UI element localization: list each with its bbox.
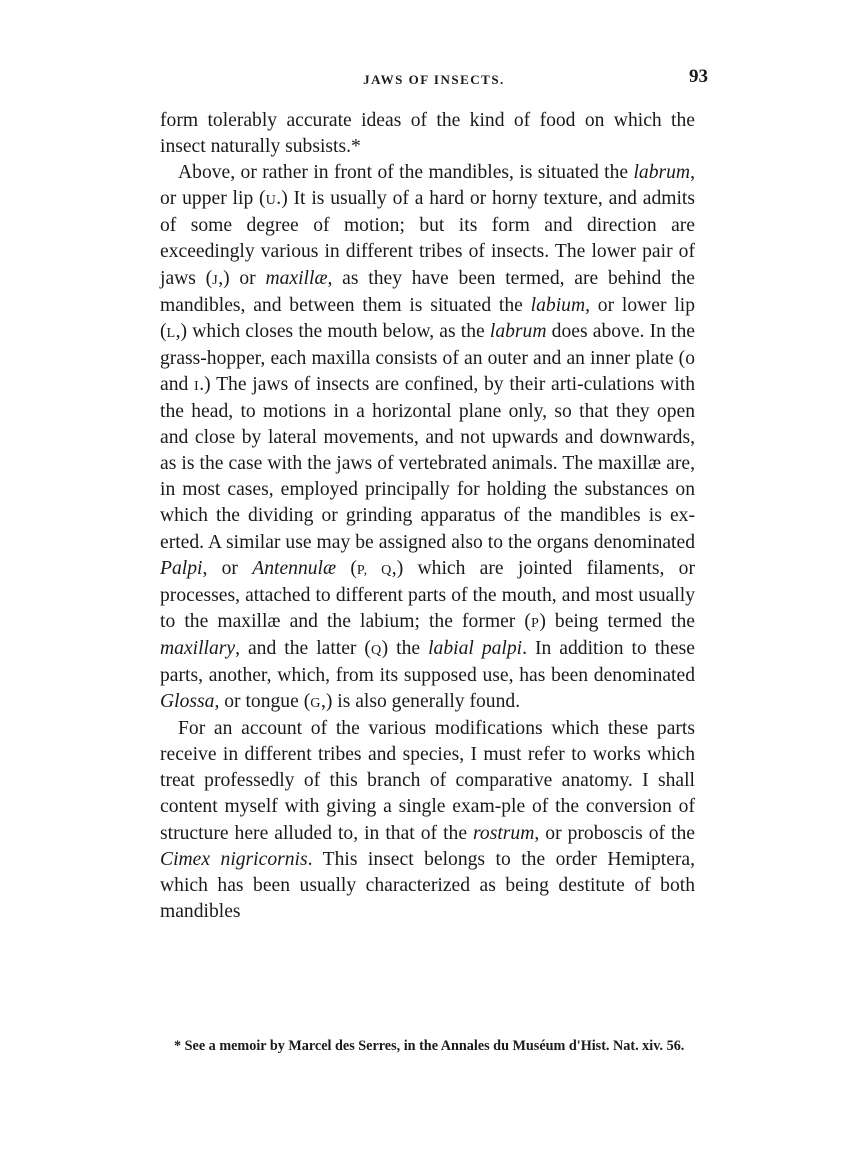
paragraph [160,716,695,925]
italic-term: maxillary [160,637,236,659]
italic-term: Glossa [160,691,215,713]
figure-letter: Q [370,641,382,658]
figure-letter: U [265,192,277,209]
paragraph [160,160,695,716]
text-run: ( [336,557,357,579]
text-run: form tolerably accurate ideas of the kind of food on which the insect naturally subsists.* [160,110,695,158]
text-run: ,) which are jointed filaments, or processes, attached to different parts of the mouth, and most usually to the maxillæ and the labium; the former ( [160,557,695,632]
text-run: . This insect belongs to the order Hemiptera, which has been usually characterized as being destitute of both mandibles [160,848,696,922]
text-run: ,) or [218,267,266,289]
figure-letter: P [530,614,540,631]
paragraph [160,108,695,160]
italic-term: labrum [489,320,547,342]
text-run: , or proboscis of the [534,822,695,844]
body-text [160,108,695,925]
text-run: , and the latter ( [235,637,371,659]
italic-term: maxillæ [265,267,328,289]
running-head: JAWS OF INSECTS. [363,72,505,87]
italic-term: Palpi [160,557,203,579]
text-run: Above, or rather in front of the mandibles, is situated the [178,162,634,184]
italic-term: Cimex nigricornis [160,848,308,870]
text-run: .) The jaws of insects are confined, by their arti-culations with the head, to motions in a horizontal plane only, so that they open and close by lateral movements, and not upwards and downwards, as is the case with the jaws of vertebrated animals. The maxillæ are, in most cases, employed principally for holding the substances on which the dividing or grinding apparatus of the mandibles is ex-erted. A similar use may be assigned also to the organs denominated [160,373,695,553]
text-run: , or [202,557,253,579]
text-run: For an account of the various modifications which these parts receive in different tribes and species, I must refer to works which treat professedly of this branch of comparative anatomy. I shall content myself with giving a single exam-ple of the conversion of structure here alluded to, in that of the [160,718,695,844]
text-run: , or tongue ( [214,691,311,713]
page-header [160,64,708,94]
figure-letter: P, Q [356,561,392,578]
footnote: * See a memoir by Marcel des Serres, in the Annales du Muséum d'Hist. Nat. xiv. 56. [174,1038,685,1054]
text-run: . In addition to these parts, another, which, from its supposed use, has been denominated [160,637,696,686]
text-run: ,) is also generally found. [320,691,521,713]
text-run: ) the [381,637,429,659]
text-run: , or lower lip ( [160,294,695,342]
footnotes [160,1036,700,1056]
text-run: , as they have been termed, are behind the mandibles, and between them is situated the [160,267,695,316]
text-run: does above. In the grass-hopper, each maxilla consists of an outer and an inner plate (o and [160,320,695,395]
figure-letter: L [166,324,176,341]
italic-term: labium [530,294,586,316]
figure-letter: I [194,377,200,394]
italic-term: labrum [633,162,691,184]
text-run: , or upper lip ( [160,162,695,210]
text-run: ,) which closes the mouth below, as the [175,320,490,342]
page-number: 93 [689,66,708,87]
text-run: ) being termed the [539,610,695,632]
text-run: .) It is usually of a hard or horny texture, and admits of some degree of motion; but its form and direction are exceedingly various in different tribes of insects. The lower pair of jaws ( [160,188,695,289]
figure-letter: G [310,695,321,712]
italic-term: rostrum [473,822,535,844]
italic-term: labial palpi [428,637,523,659]
figure-letter: J [212,271,219,288]
italic-term: Antennulæ [252,557,337,579]
